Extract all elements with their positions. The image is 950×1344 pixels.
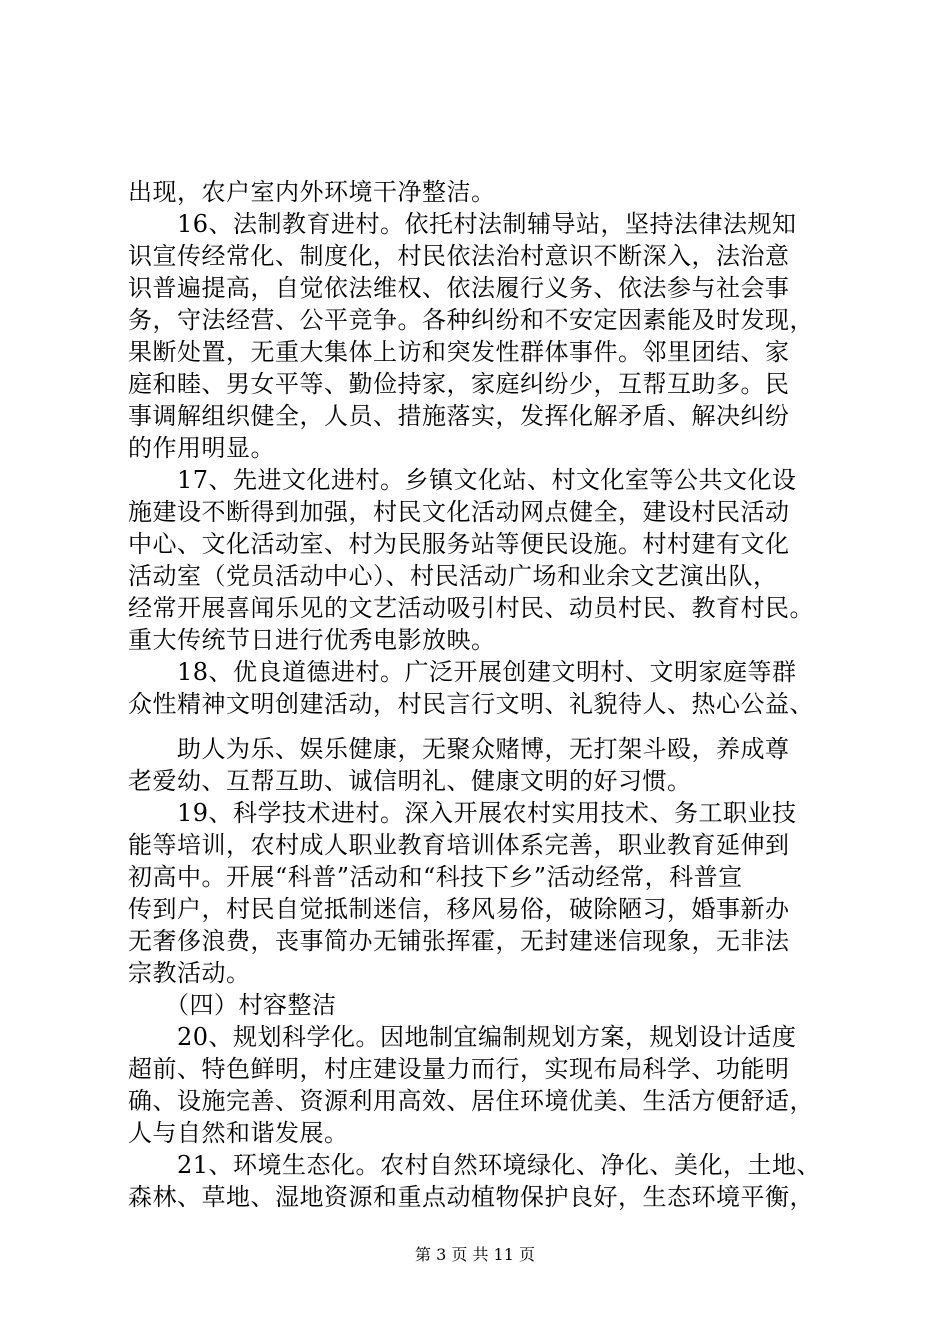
text-line: 事调解组织健全，人员、措施落实，发挥化解矛盾、解决纠纷 — [128, 402, 790, 430]
text-line: 识普遍提高，自觉依法维权、依法履行义务、依法参与社会事 — [128, 274, 790, 302]
text-line: 18、优良道德进村。广泛开展创建文明村、文明家庭等群 — [128, 658, 797, 686]
text-line: 确、设施完善、资源利用高效、居住环境优美、生活方便舒适， — [128, 1087, 814, 1115]
text-line: 庭和睦、男女平等、勤俭持家，家庭纠纷少，互帮互助多。民 — [128, 370, 790, 398]
text-line: 19、科学技术进村。深入开展农村实用技术、务工职业技 — [128, 799, 797, 827]
text-line: 人与自然和谐发展。 — [128, 1119, 349, 1147]
text-line: 识宣传经常化、制度化，村民依法治村意识不断深入，法治意 — [128, 242, 790, 270]
text-line: 20、规划科学化。因地制宜编制规划方案，规划设计适度 — [128, 1023, 797, 1051]
text-line: 经常开展喜闻乐见的文艺活动吸引村民、动员村民、教育村民。 — [128, 594, 814, 622]
text-line: 无奢侈浪费，丧事简办无铺张挥霍，无封建迷信现象，无非法 — [128, 927, 790, 955]
text-line: 重大传统节日进行优秀电影放映。 — [128, 626, 496, 654]
text-line: 出现，农户室内外环境干净整洁。 — [128, 178, 496, 206]
text-line: 21、环境生态化。农村自然环境绿化、净化、美化，土地、 — [128, 1151, 822, 1179]
text-line: 活动室（党员活动中心）、村民活动广场和业余文艺演出队， — [128, 562, 778, 590]
text-line: 初高中。开展“科普”活动和“科技下乡”活动经常，科普宣 — [128, 863, 743, 891]
text-line: 施建设不断得到加强，村民文化活动网点健全，建设村民活动 — [128, 498, 790, 526]
text-line: 的作用明显。 — [128, 434, 275, 462]
text-line: 众性精神文明创建活动，村民言行文明、礼貌待人、热心公益、 — [128, 690, 814, 718]
text-line: 17、先进文化进村。乡镇文化站、村文化室等公共文化设 — [128, 466, 797, 494]
page-number: 第 3 页 共 11 页 — [415, 1245, 535, 1264]
text-line: 中心、文化活动室、村为民服务站等便民设施。村村建有文化 — [128, 530, 790, 558]
text-line: 助人为乐、娱乐健康，无聚众赌博，无打架斗殴，养成尊 — [128, 735, 790, 763]
text-line: 务，守法经营、公平竞争。各种纠纷和不安定因素能及时发现， — [128, 306, 814, 334]
text-line: 果断处置，无重大集体上访和突发性群体事件。邻里团结、家 — [128, 338, 790, 366]
text-line: 森林、草地、湿地资源和重点动植物保护良好，生态环境平衡， — [128, 1183, 814, 1211]
section-heading: （四）村容整洁 — [128, 991, 337, 1019]
text-line: 老爱幼、互帮互助、诚信明礼、健康文明的好习惯。 — [128, 767, 692, 795]
text-line: 16、法制教育进村。依托村法制辅导站，坚持法律法规知 — [128, 210, 797, 238]
text-line: 能等培训，农村成人职业教育培训体系完善，职业教育延伸到 — [128, 831, 790, 859]
text-line: 传到户，村民自觉抵制迷信，移风易俗，破除陋习，婚事新办 — [128, 895, 790, 923]
text-line: 宗教活动。 — [128, 959, 251, 987]
text-line: 超前、特色鲜明，村庄建设量力而行，实现布局科学、功能明 — [128, 1055, 790, 1083]
